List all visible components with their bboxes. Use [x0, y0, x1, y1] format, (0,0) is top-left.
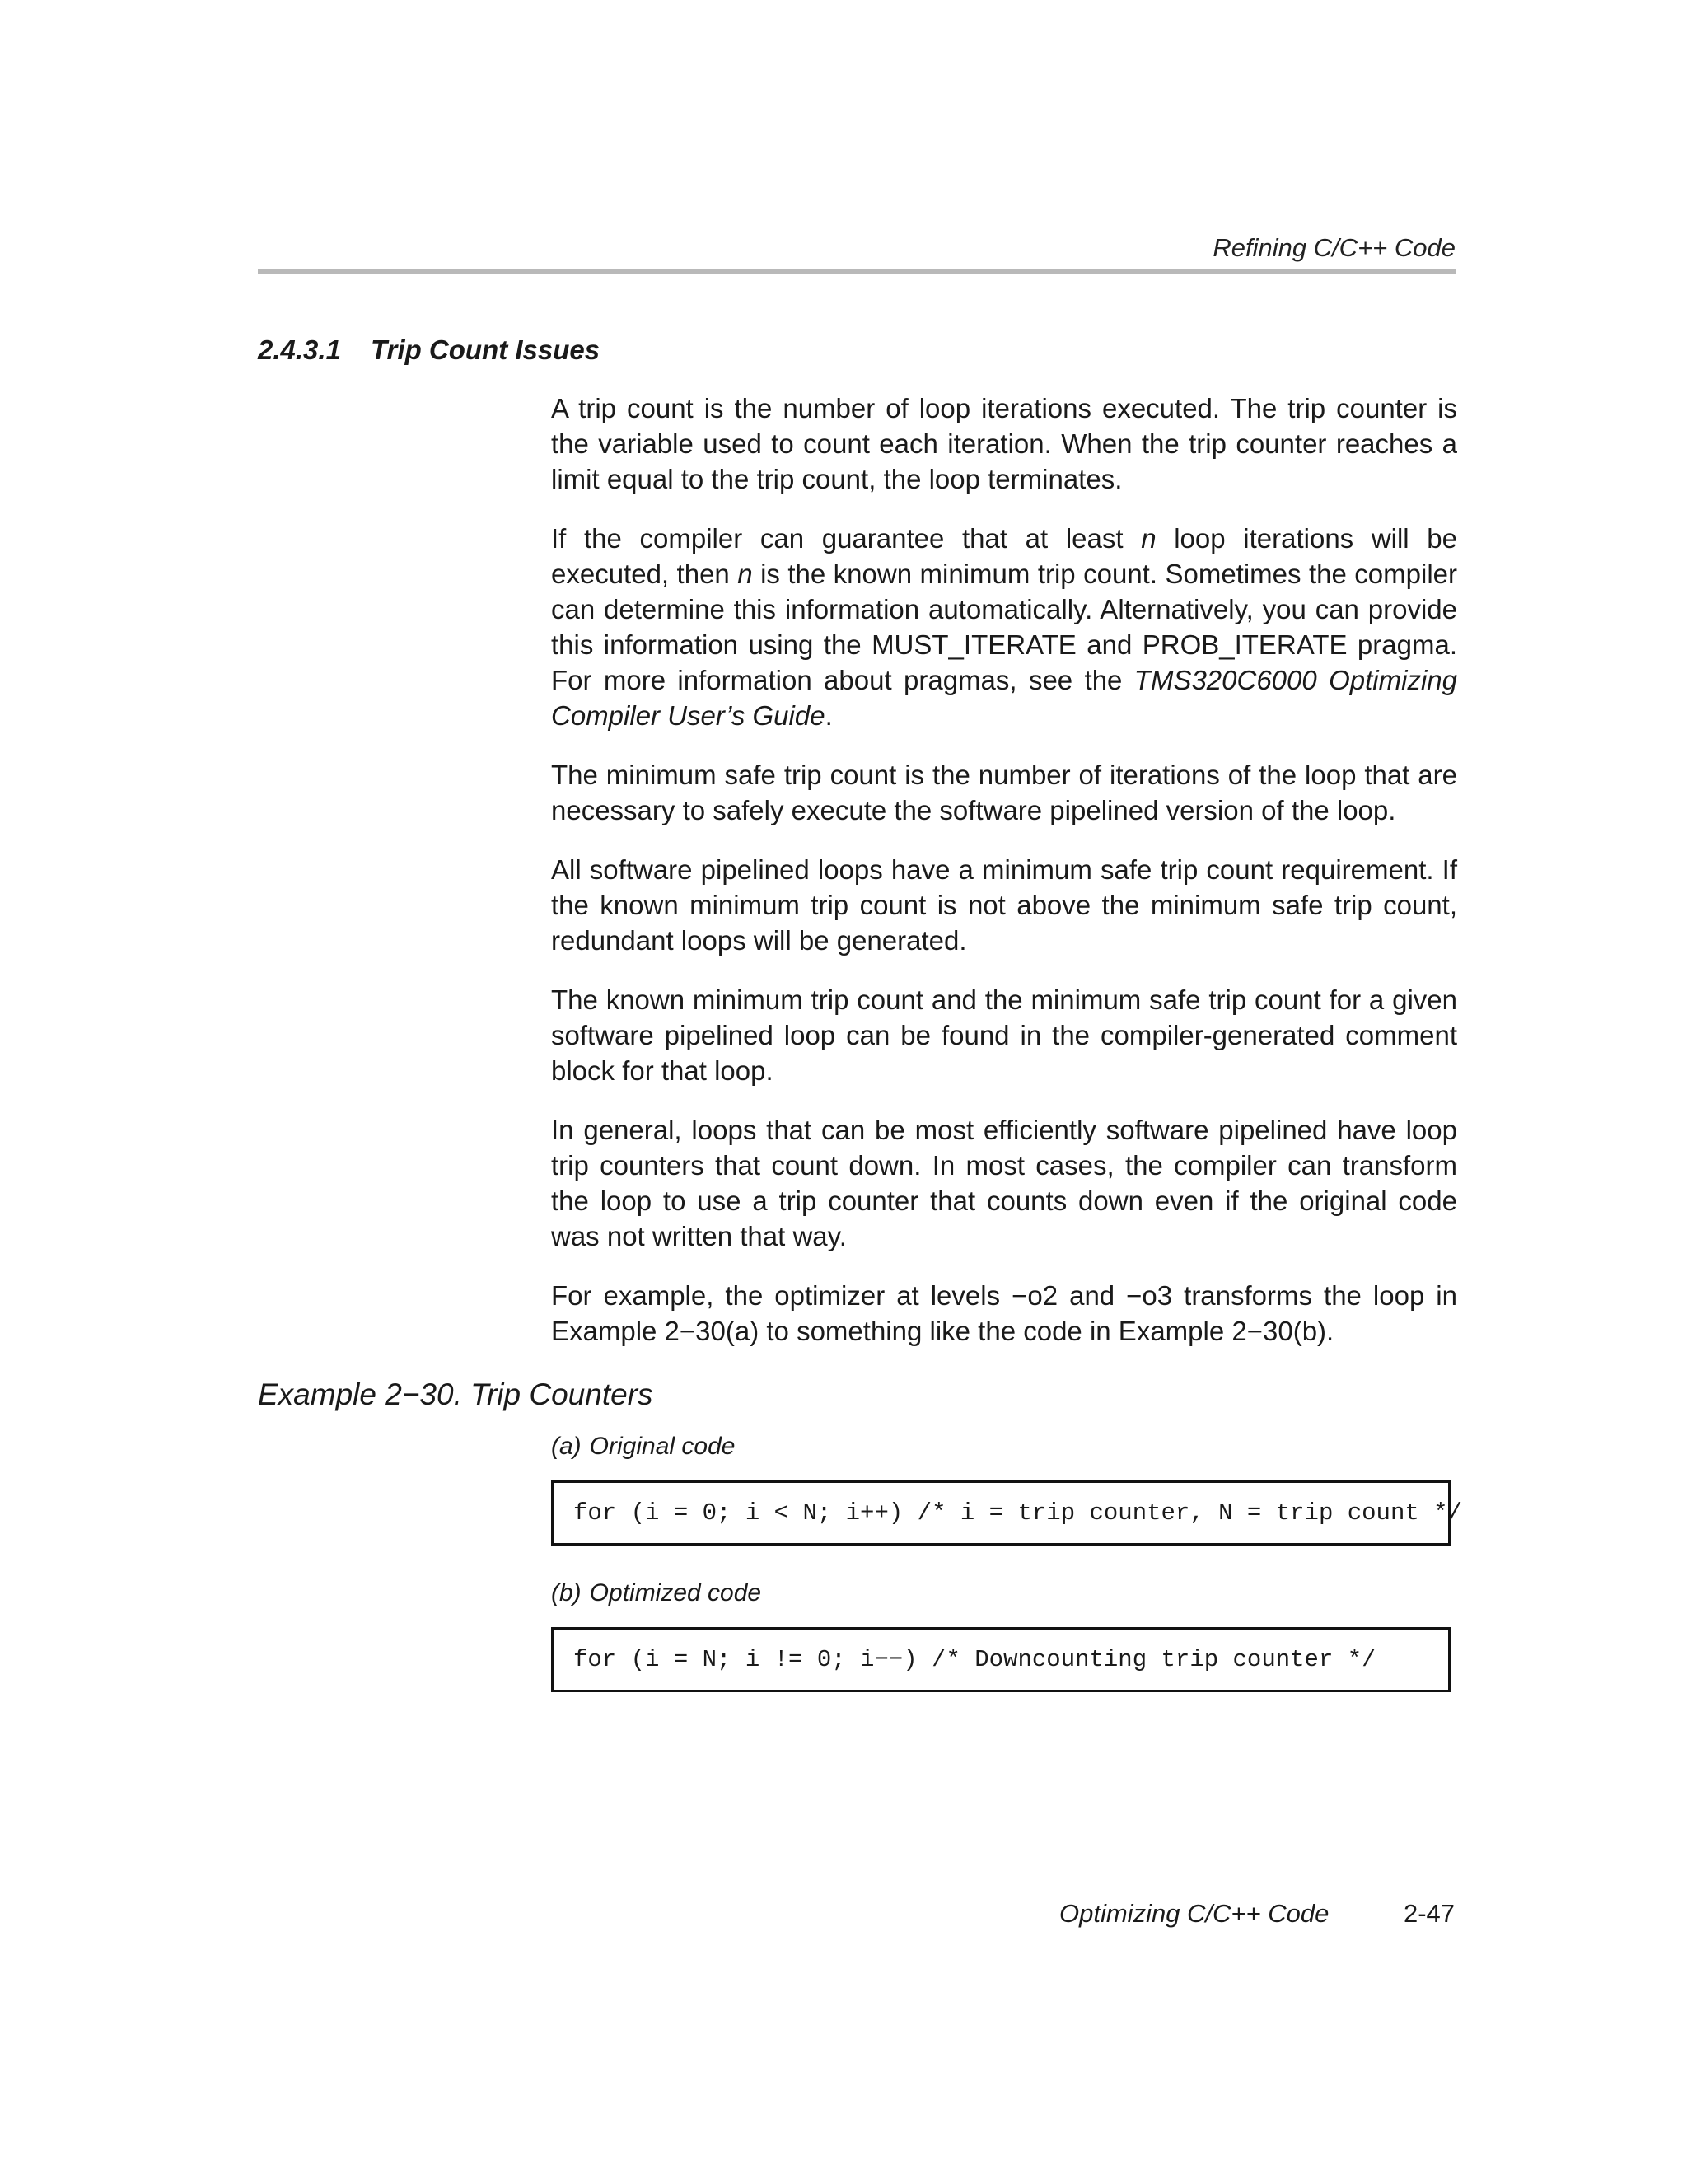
paragraph-4: All software pipelined loops have a minimum safe trip count requirement. If the known minimum trip count is not above the minimum safe trip count, redundant loops will be generated. — [551, 854, 1457, 956]
paragraph-7: For example, the optimizer at levels −o2 and −o3 transforms the loop in Example 2−30(a) to something like the code in Example 2−30(b). — [551, 1280, 1457, 1346]
paragraph-2-part-d: . — [825, 700, 833, 731]
body-text — [551, 391, 1457, 1373]
paragraph-1: A trip count is the number of loop iterations executed. The trip counter is the variable used to count each iteration. When the trip counter reaches a limit equal to the trip count, the loop terminates. — [551, 393, 1457, 494]
caption-optimized-code — [551, 1579, 761, 1607]
caption-tag: (a) — [551, 1433, 582, 1460]
page-number: 2-47 — [1403, 1899, 1455, 1928]
example-title: Example 2−30. Trip Counters — [258, 1377, 653, 1411]
caption-original-code — [551, 1433, 735, 1461]
code-block-optimized: for (i = N; i != 0; i−−) /* Downcounting trip counter */ — [551, 1627, 1451, 1692]
section-title: Trip Count Issues — [371, 334, 600, 365]
running-header: Refining C/C++ Code — [1213, 233, 1456, 262]
caption-text: Original code — [589, 1433, 736, 1460]
caption-tag: (b) — [551, 1579, 582, 1606]
guide-reference: TMS320C6000 Optimizing Compiler User’s Guide — [551, 665, 1457, 731]
caption-text: Optimized code — [589, 1579, 762, 1606]
section-number: 2.4.3.1 — [258, 334, 341, 365]
paragraph-3: The minimum safe trip count is the number of iterations of the loop that are necessary to safely execute the software pipelined version of the loop. — [551, 760, 1457, 825]
section-heading — [258, 334, 600, 366]
paragraph-6: In general, loops that can be most efficiently software pipelined have loop trip counters that count down. In most cases, the compiler can transform the loop to use a trip counter that counts down even if the original code was not written that way. — [551, 1115, 1457, 1251]
paragraph-2-part-a: If the compiler can guarantee that at least — [551, 523, 1142, 554]
variable-n: n — [737, 559, 753, 589]
variable-n: n — [1141, 523, 1157, 554]
paragraph-2-part-b: loop iterations will be executed, then — [551, 523, 1457, 589]
paragraph-2 — [551, 521, 1457, 733]
header-rule — [258, 269, 1456, 274]
paragraph-2-part-c: is the known minimum trip count. Sometimes the compiler can determine this information automatically. Alternatively, you can provide this information using the MUST_ITERATE and PROB_ITERATE pragma. For more information about pragmas, see the — [551, 559, 1458, 695]
paragraph-5: The known minimum trip count and the minimum safe trip count for a given software pipelined loop can be found in the compiler-generated comment block for that loop. — [551, 984, 1457, 1086]
code-block-original: for (i = 0; i < N; i++) /* i = trip counter, N = trip count */ — [551, 1480, 1451, 1546]
footer-title: Optimizing C/C++ Code — [1059, 1899, 1330, 1928]
